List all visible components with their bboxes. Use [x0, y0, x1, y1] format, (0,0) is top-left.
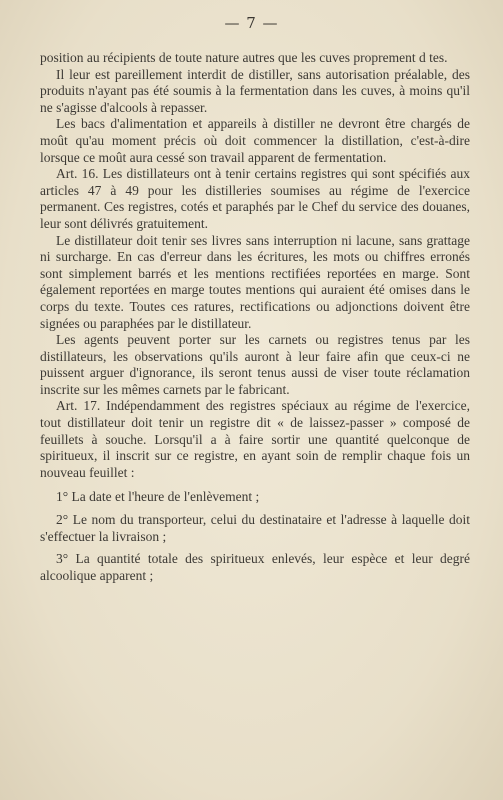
paragraph: Il leur est pareillement interdit de distiller, sans autorisation préalable, des produits n'ayant pas été soumis à la fermentation dans les cuves, à moins qu'il ne s'agisse d'alcools à repasser.: [40, 66, 470, 115]
paragraph-article-16: Art. 16. Les distillateurs ont à tenir certains registres qui sont spécifiés aux articles 47 à 49 pour les distilleries soumises au régime de l'exercice permanent. Ces registres, cotés et paraphés par le Chef du service des douanes, leur sont délivrés gratuitement.: [40, 166, 470, 231]
paragraph: Les agents peuvent porter sur les carnets ou registres tenus par les distillateurs, les observations qu'ils auront à leur faire afin que ceux-ci ne puissent arguer d'ignorance, ils seront tenus aussi de viser toute réclamation inscrite sur les mêmes carnets par le fabricant.: [40, 332, 470, 397]
list-item: 2° Le nom du transporteur, celui du destinataire et l'adresse à laquelle doit s'effectuer la livraison ;: [40, 512, 470, 544]
body-text: [40, 50, 470, 584]
paragraph: Les bacs d'alimentation et appareils à distiller ne devront être chargés de moût qu'au moment précis où doit commencer la distillation, c'est-à-dire lorsque ce moût aura cessé son travail apparent de fermentation.: [40, 116, 470, 165]
paragraph: Le distillateur doit tenir ses livres sans interruption ni lacune, sans grattage ni surcharge. En cas d'erreur dans les écritures, les mots ou chiffres erronés sont simplement barrés et les mentions rectifiées reportées en marge. Sont également reportées en marge toutes mentions qui auraient été omises dans le corps du texte. Toutes ces ratures, rectifications ou adjonctions doivent être signées ou paraphées par le distillateur.: [40, 232, 470, 331]
paragraph-article-17: Art. 17. Indépendamment des registres spéciaux au régime de l'exercice, tout distillateur doit tenir un registre dit « de laissez-passer » composé de feuillets à souche. Lorsqu'il a à faire sortir une quantité quelconque de spiritueux, il inscrit sur ce registre, en ayant soin de remplir chaque fois un nouveau feuillet :: [40, 398, 470, 480]
list-item: 1° La date et l'heure de l'enlèvement ;: [56, 489, 260, 505]
paragraph: position au récipients de toute nature autres que les cuves proprement d tes.: [40, 50, 448, 65]
list-item: 3° La quantité totale des spiritueux enlevés, leur espèce et leur degré alcoolique apparent ;: [40, 551, 470, 583]
page-number: — 7 —: [224, 14, 279, 32]
